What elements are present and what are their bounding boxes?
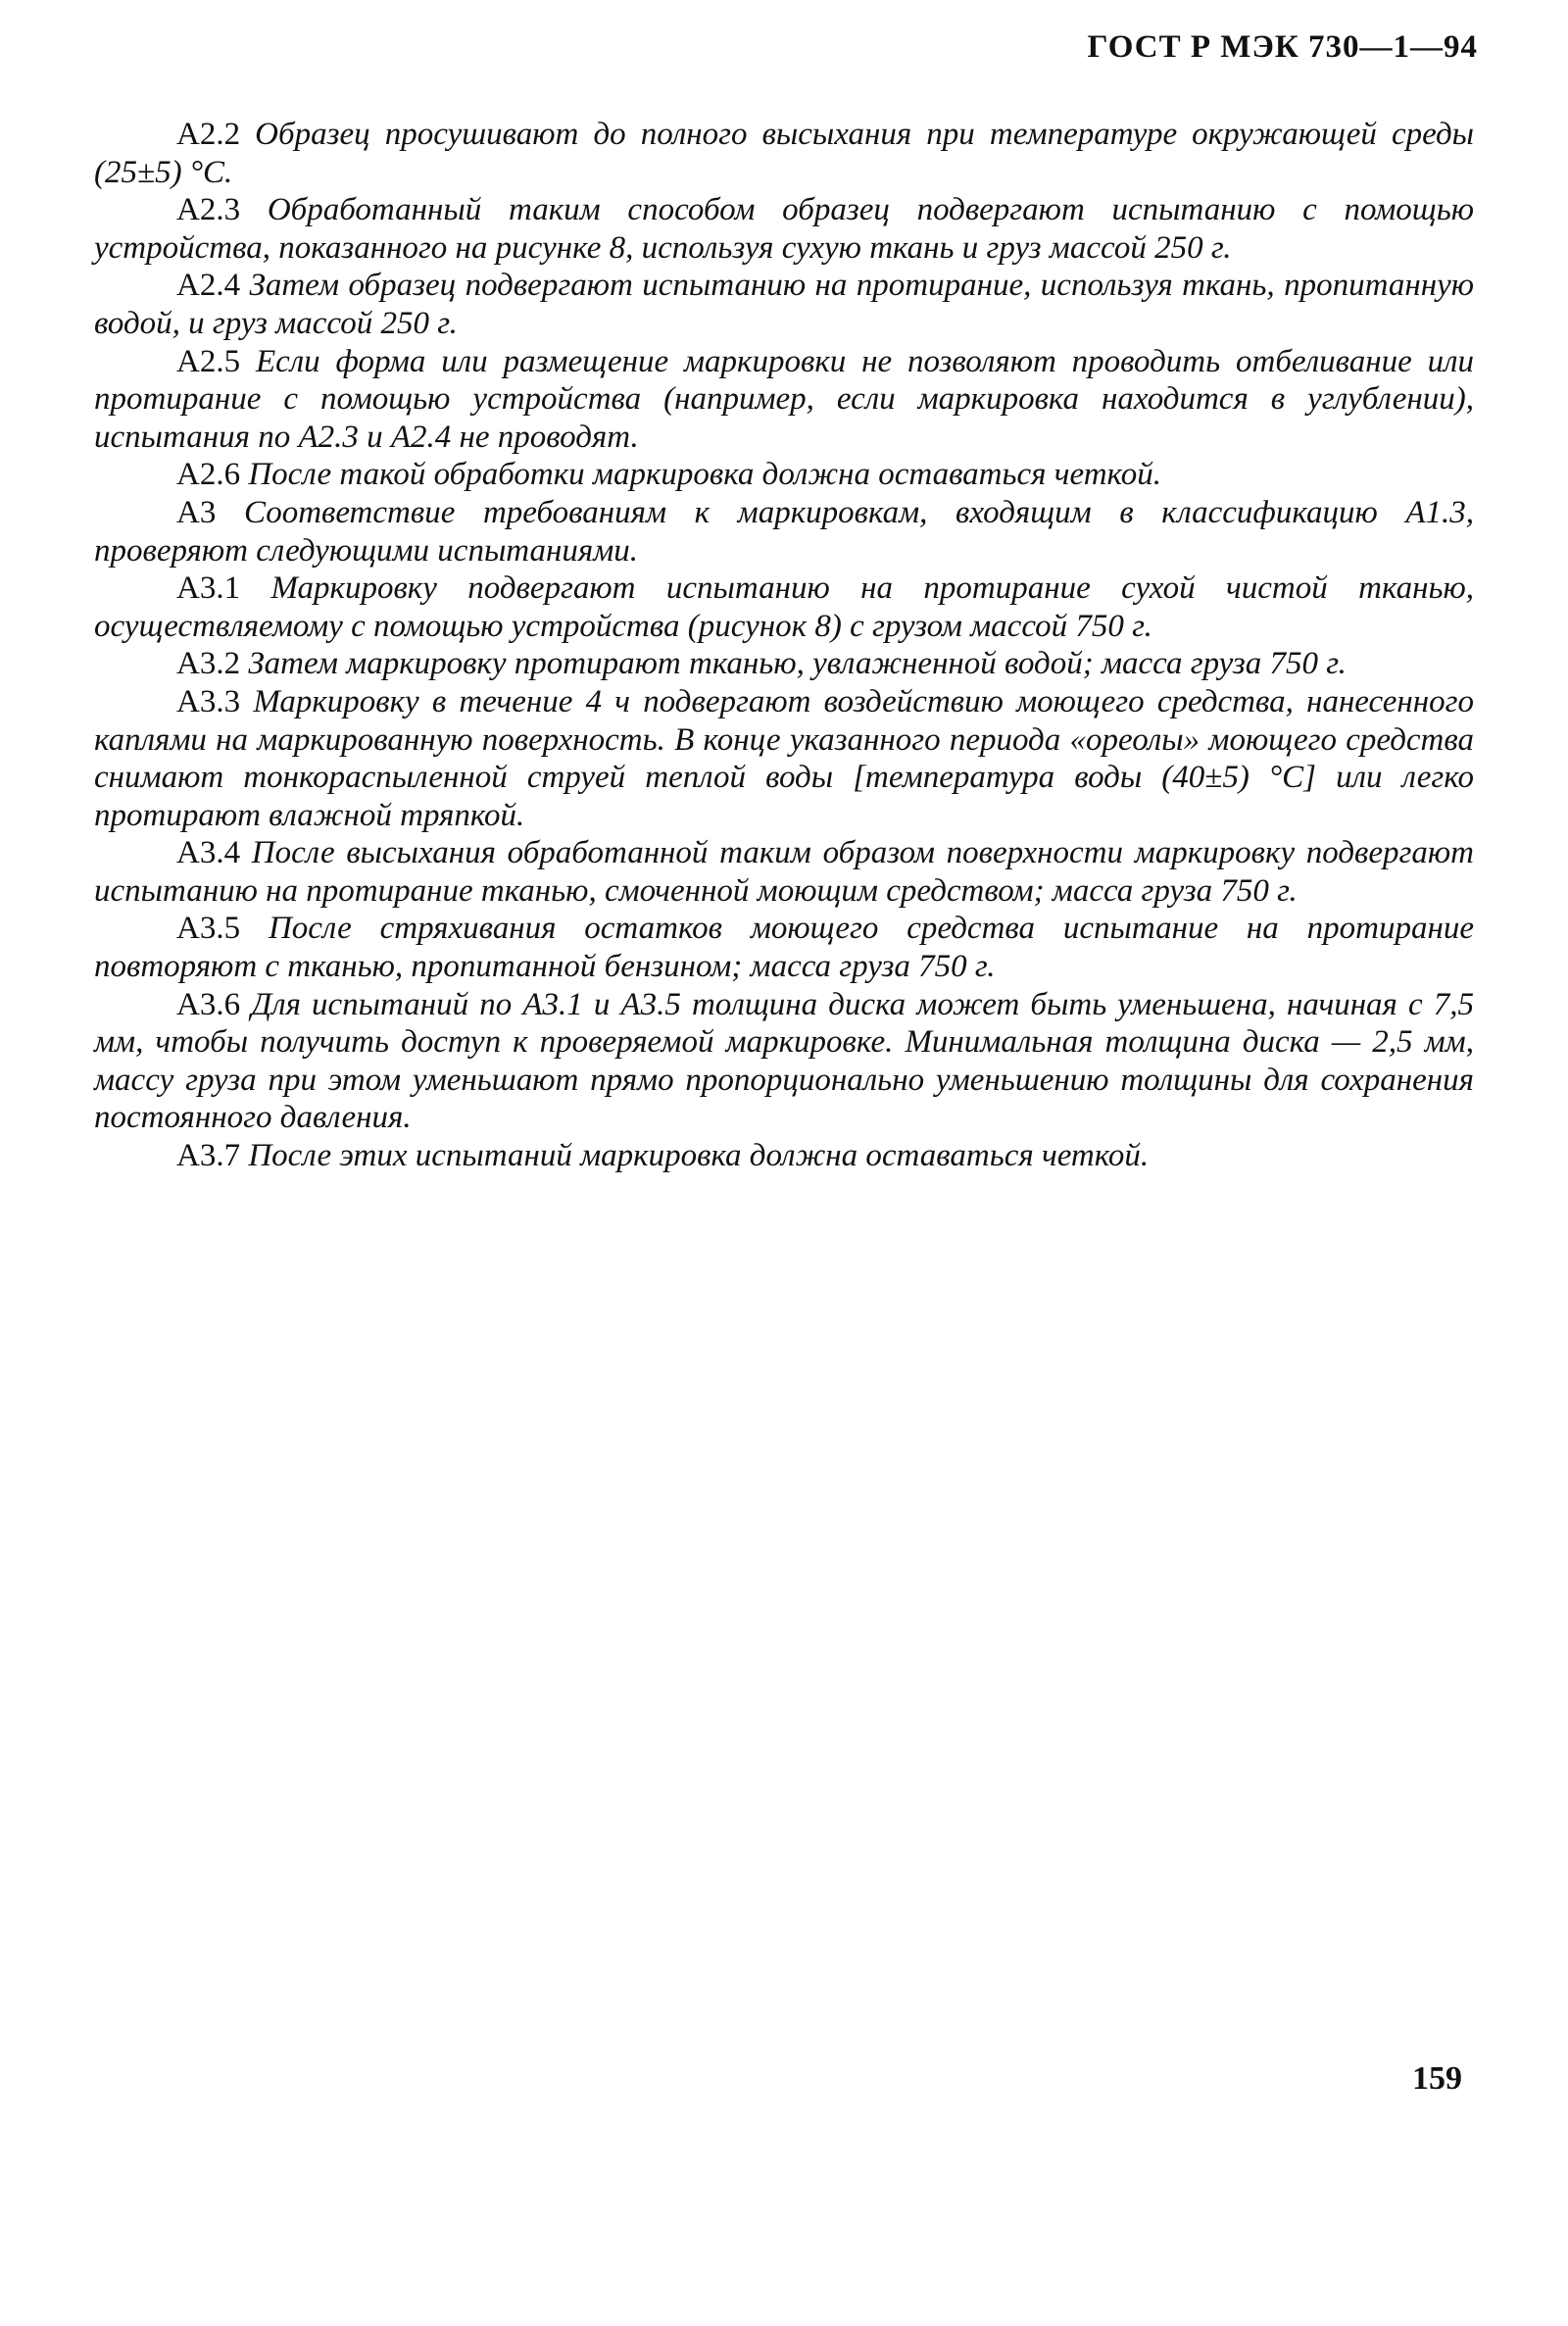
clause-a3-7 xyxy=(94,1137,1474,1175)
clause-text: Если форма или размещение маркировки не позволяют проводить отбеливание или протирание с помощью устройства (например, если маркировка находится в углублении), испытания по А2.3 и А2.4 не проводят. xyxy=(94,343,1474,455)
clause-number: А3.6 xyxy=(176,986,241,1022)
clause-text: Маркировку подвергают испытанию на протирание сухой чистой тканью, осуществляемому с помощью устройства (рисунок 8) с грузом массой 750 г. xyxy=(94,570,1474,644)
clause-number: А2.4 xyxy=(176,268,241,304)
clause-a2-2 xyxy=(94,116,1474,191)
clause-a2-4 xyxy=(94,267,1474,342)
clause-number: А3.7 xyxy=(176,1138,241,1174)
clause-text: Обработанный таким способом образец подвергают испытанию с помощью устройства, показанного на рисунке 8, используя сухую ткань и груз массой 250 г. xyxy=(94,192,1474,266)
clause-number: А3.1 xyxy=(176,570,241,607)
clause-a3-5 xyxy=(94,910,1474,985)
clause-text: После этих испытаний маркировка должна оставаться четкой. xyxy=(248,1138,1150,1174)
clause-number: А3.3 xyxy=(176,683,241,719)
clause-text: Маркировку в течение 4 ч подвергают воздействию моющего средства, нанесенного каплями на маркированную поверхность. В конце указанного периода «ореолы» моющего средства снимают тонкораспыленной струей теплой воды [температура воды (40±5) °С] или легко протирают влажной тряпкой. xyxy=(94,683,1474,833)
clause-a3-2 xyxy=(94,645,1474,683)
clause-text: Соответствие требованиям к маркировкам, входящим в классификацию А1.3, проверяют следующими испытаниями. xyxy=(94,494,1475,569)
clause-a3-6 xyxy=(94,986,1474,1137)
clause-number: А2.5 xyxy=(176,343,241,379)
clause-number: А3.5 xyxy=(176,911,241,947)
clause-number: А3 xyxy=(176,494,217,530)
clause-a3 xyxy=(94,494,1474,569)
clause-number: А3.2 xyxy=(176,646,241,682)
document-header: ГОСТ Р МЭК 730—1—94 xyxy=(1087,29,1478,65)
document-body xyxy=(94,116,1474,1175)
clause-text: Образец просушивают до полного высыхания при температуре окружающей среды (25±5) °С. xyxy=(94,117,1474,190)
page-number: 159 xyxy=(1412,2060,1462,2097)
clause-a2-5 xyxy=(94,343,1474,457)
clause-text: Затем маркировку протирают тканью, увлажненной водой; масса груза 750 г. xyxy=(248,646,1347,682)
clause-text: После такой обработки маркировка должна оставаться четкой. xyxy=(248,457,1161,493)
clause-a3-4 xyxy=(94,834,1474,910)
clause-text: Затем образец подвергают испытанию на протирание, используя ткань, пропитанную водой, и груз массой 250 г. xyxy=(94,268,1474,341)
clause-text: После высыхания обработанной таким образом поверхности маркировку подвергают испытанию на протирание тканью, смоченной моющим средством; масса груза 750 г. xyxy=(94,835,1474,909)
clause-a3-3 xyxy=(94,683,1474,834)
clause-text: Для испытаний по А3.1 и А3.5 толщина диска может быть уменьшена, начиная с 7,5 мм, чтобы получить доступ к проверяемой маркировке. Минимальная толщина диска — 2,5 мм, массу груза при этом уменьшают прямо пропорционально уменьшению толщины для сохранения постоянного давления. xyxy=(94,986,1474,1136)
clause-a2-6 xyxy=(94,456,1474,494)
clause-number: А2.6 xyxy=(176,457,241,493)
clause-number: А2.3 xyxy=(176,192,241,228)
clause-number: А2.2 xyxy=(176,117,241,152)
clause-a2-3 xyxy=(94,191,1474,267)
clause-text: После стряхивания остатков моющего средства испытание на протирание повторяют с тканью, пропитанной бензином; масса груза 750 г. xyxy=(94,911,1474,985)
clause-number: А3.4 xyxy=(176,835,241,871)
clause-a3-1 xyxy=(94,569,1474,645)
